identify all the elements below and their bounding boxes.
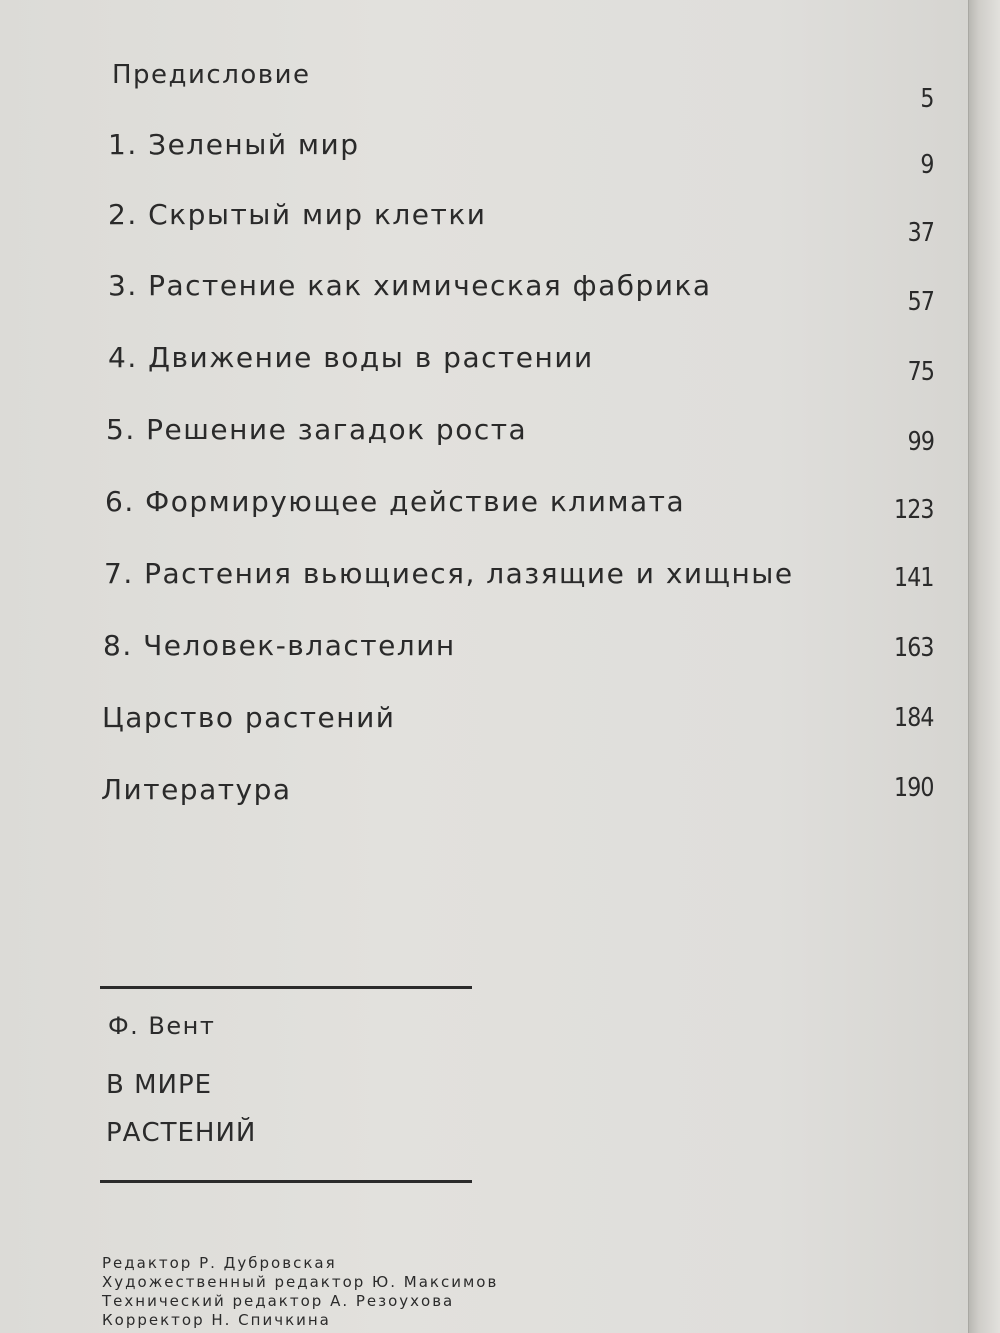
page-edge bbox=[968, 0, 1000, 1333]
toc-entry-title: 2. Скрытый мир клетки bbox=[108, 198, 487, 231]
toc-entry-page: 163 bbox=[894, 633, 934, 663]
divider-bottom bbox=[100, 1180, 472, 1183]
toc-entry-title: 3. Растение как химическая фабрика bbox=[108, 269, 712, 302]
toc-entry-page: 5 bbox=[920, 84, 934, 114]
toc-entry-page: 37 bbox=[907, 218, 934, 248]
toc-entry-page: 57 bbox=[907, 287, 934, 317]
author-name: Ф. Вент bbox=[108, 1012, 216, 1040]
toc-entry-title: 7. Растения вьющиеся, лазящие и хищные bbox=[104, 557, 794, 590]
toc-entry-title: 1. Зеленый мир bbox=[108, 128, 360, 161]
toc-entry-title: 8. Человек-властелин bbox=[103, 629, 456, 662]
toc-entry-page: 141 bbox=[894, 563, 934, 593]
toc-entry-page: 190 bbox=[894, 773, 934, 803]
toc-entry-page: 75 bbox=[907, 357, 934, 387]
toc-entry-page: 99 bbox=[907, 427, 934, 457]
book-title-line-1: В МИРЕ bbox=[106, 1070, 213, 1100]
toc-entry-page: 184 bbox=[894, 703, 934, 733]
divider-top bbox=[100, 986, 472, 989]
credit-line: Корректор Н. Спичкина bbox=[102, 1311, 331, 1329]
toc-entry-page: 123 bbox=[894, 495, 934, 525]
credit-line: Художественный редактор Ю. Максимов bbox=[102, 1273, 499, 1291]
toc-entry-title: Царство растений bbox=[102, 701, 396, 734]
toc-entry-page: 9 bbox=[920, 150, 934, 180]
credit-line: Редактор Р. Дубровская bbox=[102, 1254, 337, 1272]
toc-entry-title: 5. Решение загадок роста bbox=[106, 413, 528, 446]
toc-entry-title: 4. Движение воды в растении bbox=[108, 341, 594, 374]
toc-entry-title: Предисловие bbox=[112, 60, 311, 90]
book-title-line-2: РАСТЕНИЙ bbox=[106, 1118, 257, 1148]
toc-entry-title: Литература bbox=[101, 773, 292, 806]
credits-block bbox=[102, 1254, 498, 1330]
credit-line: Технический редактор А. Резоухова bbox=[102, 1292, 455, 1310]
toc-entry-title: 6. Формирующее действие климата bbox=[105, 485, 686, 518]
